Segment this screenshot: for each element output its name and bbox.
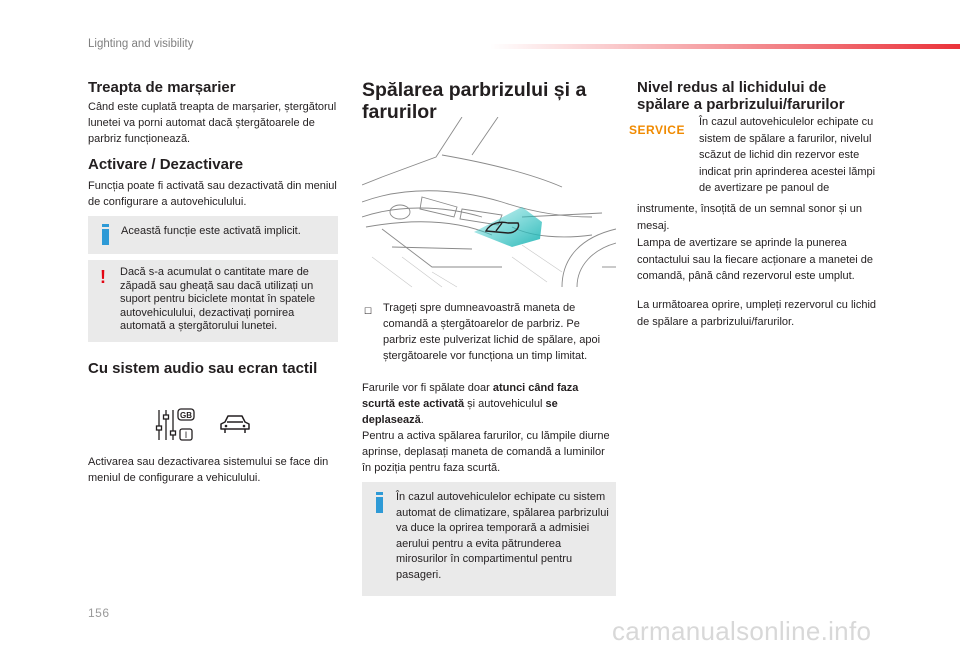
washer-title: Spălarea parbrizului și a farurilor: [362, 79, 587, 123]
section-header: Lighting and visibility: [88, 38, 194, 50]
headlamp-wash-paragraph: [362, 380, 607, 428]
info-icon: [376, 497, 383, 513]
bullet-icon: ☐: [364, 306, 373, 316]
warning-light-text: Lampa de avertizare se aprinde la punerea contactului sau la fiecare acționare a manetei de comandă, până când rezervorul este umplut.: [637, 237, 874, 282]
audio-system-text: Activarea sau dezactivarea sistemului se face din meniul de configurare a vehiculului.: [88, 456, 329, 484]
service-warning-icon: SERVICE: [629, 123, 685, 137]
headlamp-wash-pre: Farurile vor fi spălate doar: [362, 382, 493, 394]
headlamp-wash-end: .: [420, 414, 424, 426]
low-fluid-text-beside: În cazul autovehiculelor echipate cu sistem de spălare a farurilor, nivelul scăzut de lichid din rezervor este indicat prin aprinderea acestei lămpi de avertizare pe panoul de: [699, 116, 876, 194]
settings-sliders-gb-icon: [155, 407, 197, 443]
info-box-text: Această funcție este activată implicit.: [121, 225, 301, 237]
warning-box-text: Dacă s-a acumulat o cantitate mare de zăpadă sau gheață sau dacă utilizați un suport pentru biciclete montat în spatele autovehiculului, dezactivați pornirea automată a ștergătorului lunetei.: [120, 266, 316, 332]
activate-text: Funcția poate fi activată sau dezactivată din meniul de configurare a autovehiculului.: [88, 180, 337, 208]
washer-bullet-text: Trageți spre dumneavoastră maneta de comandă a ștergătoarelor de parbriz. Pe parbriz este pulverizat lichid de spălare, apoi ștergătoarele vor funcționa un timp limitat.: [383, 302, 601, 362]
footer-watermark: carmanualsonline.info: [612, 616, 872, 646]
reverse-gear-title: Treapta de marșarier: [88, 79, 236, 96]
audio-system-title: Cu sistem audio sau ecran tactil: [88, 360, 318, 377]
reverse-gear-text: Când este cuplată treapta de marșarier, ștergătorul lunetei va porni automat dacă ștergătoarele de parbriz funcționează.: [88, 101, 337, 145]
svg-text:I: I: [184, 430, 188, 440]
activate-title: Activare / Dezactivare: [88, 156, 244, 173]
svg-text:GB: GB: [180, 411, 192, 420]
info-icon: [102, 229, 109, 245]
refill-text: La următoarea oprire, umpleți rezervorul cu lichid de spălare a parbrizului/farurilor.: [637, 299, 877, 328]
warning-box: [88, 260, 338, 342]
headlamp-wash-mid: și autovehiculul: [464, 398, 546, 410]
car-icon: [218, 412, 252, 438]
low-fluid-text-below: instrumente, însoțită de un semnal sonor și un mesaj.: [637, 203, 863, 232]
windscreen-washer-illustration: [362, 117, 616, 289]
page-number: 156: [88, 606, 110, 620]
warning-icon: !: [100, 267, 106, 287]
low-fluid-title: Nivel redus al lichidului de spălare a parbrizului/farurilor: [637, 79, 845, 113]
headlamp-wash-bold2: se deplasează: [362, 398, 558, 426]
header-accent-bar: [490, 44, 960, 49]
info-box-climate: [362, 482, 616, 596]
info-box-climate-text: În cazul autovehiculelor echipate cu sistem automat de climatizare, spălarea parbrizului va duce la oprirea temporară a admisiei aerului pentru a evita pătrunderea mirosurilor în compartimentul pentru pasageri.: [396, 491, 609, 581]
info-box-default: [88, 216, 338, 254]
headlamp-activate-text: Pentru a activa spălarea farurilor, cu lămpile diurne aprinse, deplasați maneta de comandă a luminilor în poziția pentru faza scurtă.: [362, 430, 610, 474]
headlamp-wash-bold1: atunci când faza scurtă este activată: [362, 382, 579, 410]
